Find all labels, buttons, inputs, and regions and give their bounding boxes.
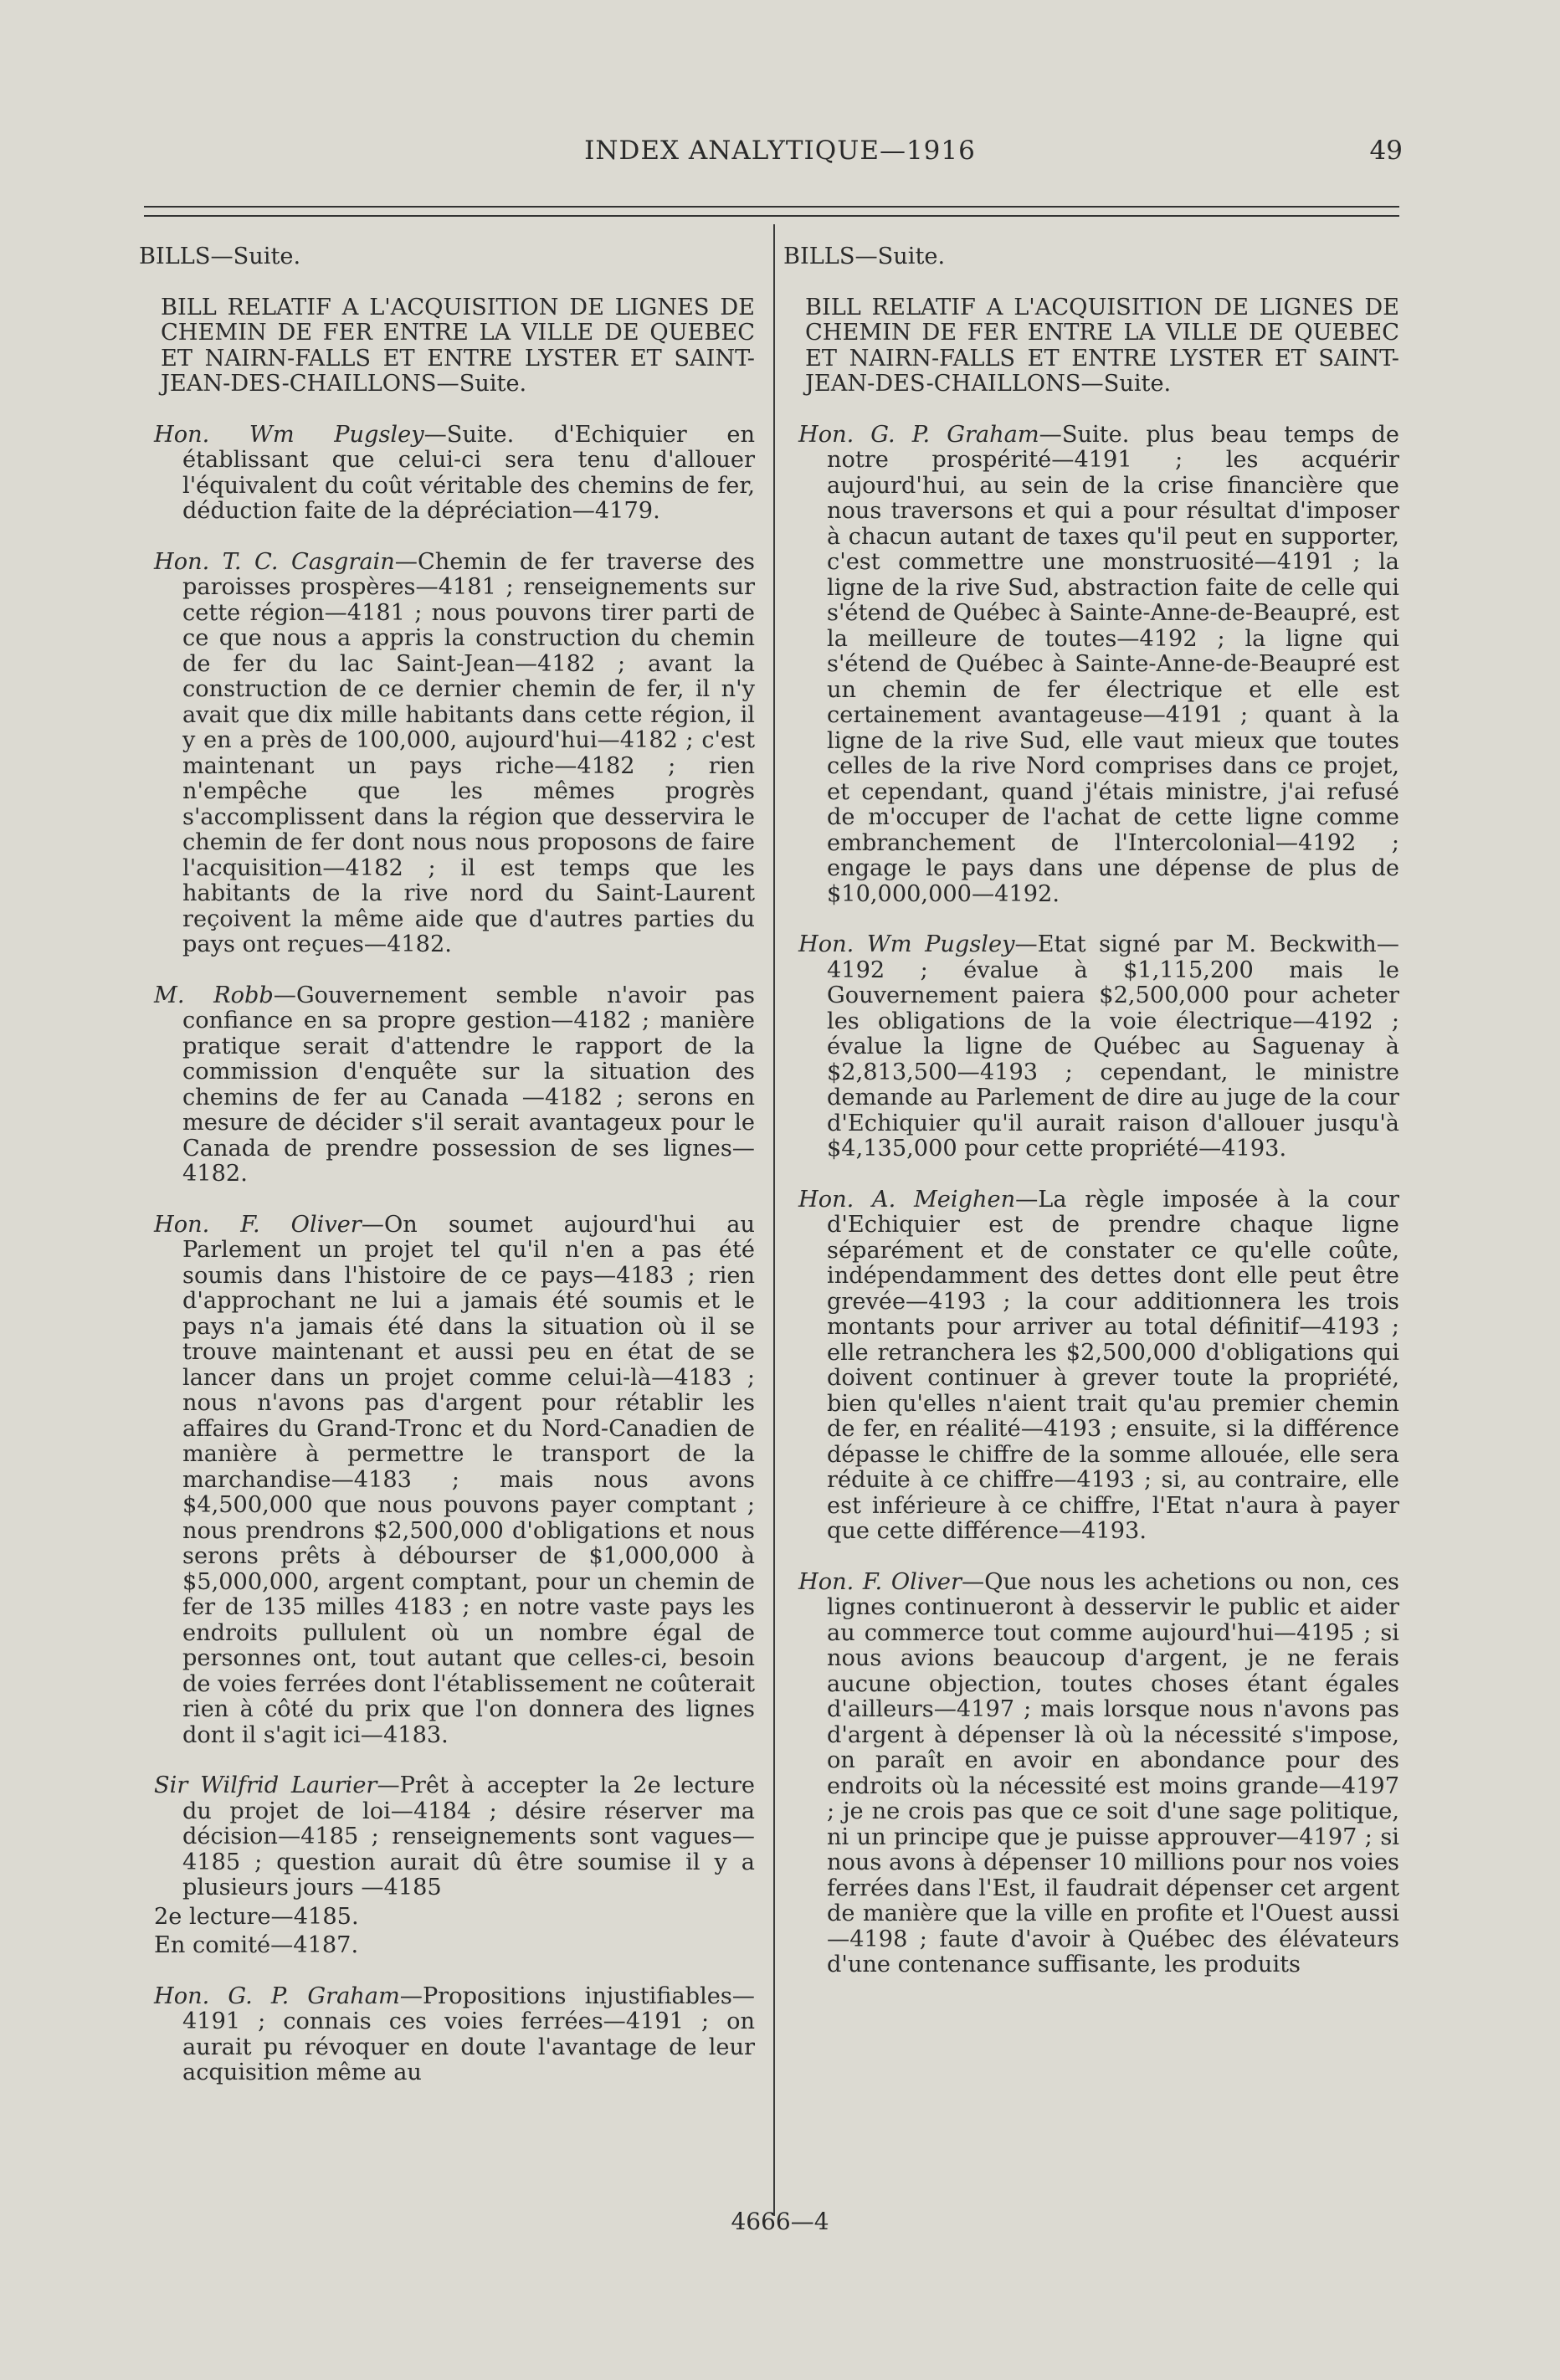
entry-text: —La règle imposée à la cour d'Echiquier est de prendre chaque ligne séparément et de constater ce qu'elle coûte, indépendamment des dettes dont elle peut être grevée—4193 ; la cour additionnera les trois montants pour arriver au total définitif—4193 ; elle retranchera les $2,500,000 d'obligations qui doivent continuer à grever toute la propriété, bien qu'elles n'aient trait qu'au premier chemin de fer, en réalité—4193 ; ensuite, si la différence dépasse le chiffre de la somme allouée, elle sera réduite à ce chiffre—4193 ; si, au contraire, elle est inférieure à ce chiffre, l'Etat n'aura à payer que cette différence—4193.: [827, 1186, 1399, 1544]
entry-text: —Prêt à accepter la 2e lecture du projet de loi—4184 ; désire réserver ma décision—4185 ; renseignements sont vagues—4185 ; question aurait dû être soumise il y a plusieurs jours —4185: [182, 1772, 755, 1900]
entry-text: —On soumet aujourd'hui au Parlement un projet tel qu'il n'en a pas été soumis dans l'histoire de ce pays—4183 ; rien d'approchant ne lui a jamais été soumis et le pays n'a jamais été dans la situation où il se trouve maintenant et aussi peu en état de se lancer dans un projet comme celui-là—4183 ; nous n'avons pas d'argent pour rétablir les affaires du Grand-Tronc et du Nord-Canadien de manière à permettre le transport de la marchandise—4183 ; mais nous avons $4,500,000 que nous pouvons payer comptant ; nous prendrons $2,500,000 d'obligations et nous serons prêts à débourser de $1,000,000 à $5,000,000, argent comptant, pour un chemin de fer de 135 milles 4183 ; en notre vaste pays les endroits pullulent où un nombre égal de personnes ont, tout autant que celles-ci, besoin de voies ferrées dont l'établissement ne coûterait rien à côté du prix que l'on donnera des lignes dont il s'agit ici—4183.: [182, 1211, 755, 1748]
section-heading: BILL RELATIF A L'ACQUISITION DE LIGNES DE CHEMIN DE FER ENTRE LA VILLE DE QUEBEC ET NAIRN-FALLS ET ENTRE LYSTER ET SAINT-JEAN-DES-CHAILLONS—Suite.: [805, 294, 1399, 397]
header-rule-second: [144, 215, 1399, 217]
continued-label: BILLS—Suite.: [139, 244, 301, 269]
page-number: 49: [1369, 136, 1403, 166]
speaker-name: Hon. T. C. Casgrain: [154, 548, 395, 575]
entry-text: —Chemin de fer traverse des paroisses prospères—4181 ; renseignements sur cette région—4181 ; nous pouvons tirer parti de ce que nous a appris la construction du chemin de fer du lac Saint-Jean—4182 ; avant la construction de ce dernier chemin de fer, il n'y avait que dix mille habitants dans cette région, il y en a près de 100,000, aujourd'hui—4182 ; c'est maintenant un pays riche—4182 ; rien n'empêche que les mêmes progrès s'accomplissent dans la région que desservira le chemin de fer dont nous nous proposons de faire l'acquisition—4182 ; il est temps que les habitants de la rive nord du Saint-Laurent reçoivent la même aide que d'autres parties du pays ont reçues—4182.: [182, 548, 755, 957]
index-entry: [798, 931, 1399, 1162]
speaker-name: Hon. F. Oliver: [154, 1211, 362, 1238]
header-rule: [144, 206, 1399, 208]
reading-line: 2e lecture—4185.: [154, 1903, 359, 1930]
index-entry: [154, 421, 755, 525]
entry-text: —Suite. d'Echiquier en établissant que celui-ci sera tenu d'allouer l'équivalent du coût véritable des chemins de fer, déduction faite de la dépréciation—4179.: [182, 421, 755, 524]
running-title: INDEX ANALYTIQUE—1916: [584, 136, 976, 166]
speaker-name: Hon. F. Oliver: [798, 1568, 962, 1595]
index-entry: [154, 1772, 755, 1901]
index-entry: [798, 421, 1399, 908]
speaker-name: Hon. G. P. Graham: [798, 421, 1039, 448]
entry-text: —Etat signé par M. Beckwith—4192 ; évalue à $1,115,200 mais le Gouvernement paiera $2,500,000 pour acheter les obligations de la voie électrique—4192 ; évalue la ligne de Québec au Saguenay à $2,813,500—4193 ; cependant, le ministre demande au Parlement de dire au juge de la cour d'Echiquier qu'il aurait raison d'allouer jusqu'à $4,135,000 pour cette propriété—4193.: [827, 931, 1399, 1162]
index-entry: [798, 1568, 1399, 1978]
committee-line: En comité—4187.: [154, 1932, 359, 1958]
speaker-name: M. Robb: [154, 982, 274, 1008]
left-column: [139, 244, 755, 2111]
speaker-name: Sir Wilfrid Laurier: [154, 1772, 377, 1798]
index-entry: [798, 1186, 1399, 1545]
entry-text: —Gouvernement semble n'avoir pas confiance en sa propre gestion—4182 ; manière pratique serait d'attendre le rapport de la commission d'enquête sur la situation des chemins de fer au Canada —4182 ; serons en mesure de décider s'il serait avantageux pour le Canada de prendre possession de ses lignes—4182.: [182, 982, 755, 1187]
folio-number: 4666—4: [731, 2208, 829, 2235]
speaker-name: Hon. A. Meighen: [798, 1186, 1016, 1213]
index-entry: [154, 1211, 755, 1749]
speaker-name: Hon. Wm Pugsley: [154, 421, 424, 448]
index-entry: [154, 548, 755, 958]
index-entry: [154, 982, 755, 1187]
continued-label: BILLS—Suite.: [783, 244, 946, 269]
index-entry: [154, 1982, 755, 2086]
entry-text: —Propositions injustifiables—4191 ; connais ces voies ferrées—4191 ; on aurait pu révoquer en doute l'avantage de leur acquisition même au: [182, 1982, 755, 2085]
column-divider: [773, 224, 775, 2216]
section-heading: BILL RELATIF A L'ACQUISITION DE LIGNES DE CHEMIN DE FER ENTRE LA VILLE DE QUEBEC ET NAIRN-FALLS ET ENTRE LYSTER ET SAINT-JEAN-DES-CHAILLONS—Suite.: [161, 294, 755, 397]
entry-text: —Suite. plus beau temps de notre prospérité—4191 ; les acquérir aujourd'hui, au sein de la crise financière que nous traversons et qui a pour résultat d'imposer à chacun autant de taxes qu'il peut en supporter, c'est commettre une monstruosité—4191 ; la ligne de la rive Sud, abstraction faite de celle qui s'étend de Québec à Sainte-Anne-de-Beaupré, est la meilleure de toutes—4192 ; la ligne qui s'étend de Québec à Sainte-Anne-de-Beaupré est un chemin de fer électrique et elle est certainement avantageuse—4191 ; quant à la ligne de la rive Sud, elle vaut mieux que toutes celles de la rive Nord comprises dans ce projet, et cependant, quand j'étais ministre, j'ai refusé de m'occuper de l'achat de cette ligne comme embranchement de l'Intercolonial—4192 ; engage le pays dans une dépense de plus de $10,000,000—4192.: [827, 421, 1399, 907]
speaker-name: Hon. Wm Pugsley: [798, 931, 1015, 957]
speaker-name: Hon. G. P. Graham: [154, 1982, 400, 2009]
entry-text: —Que nous les achetions ou non, ces lignes continueront à desservir le public et aider au commerce tout comme aujourd'hui—4195 ; si nous avions beaucoup d'argent, je ne ferais aucune objection, toutes choses étant égales d'ailleurs—4197 ; mais lorsque nous n'avons pas d'argent à dépenser là où la nécessité s'impose, on paraît en avoir en abondance pour des endroits où la nécessité est moins grande—4197 ; je ne crois pas que ce soit d'une sage politique, ni un principe que je puisse approuver—4197 ; si nous avons à dépenser 10 millions pour nos voies ferrées dans l'Est, il faudrait dépenser cet argent de manière que la ville en profite et l'Ouest aussi—4198 ; faute d'avoir à Québec des élévateurs d'une contenance suffisante, les produits: [827, 1568, 1399, 1977]
right-column: [783, 244, 1399, 2003]
